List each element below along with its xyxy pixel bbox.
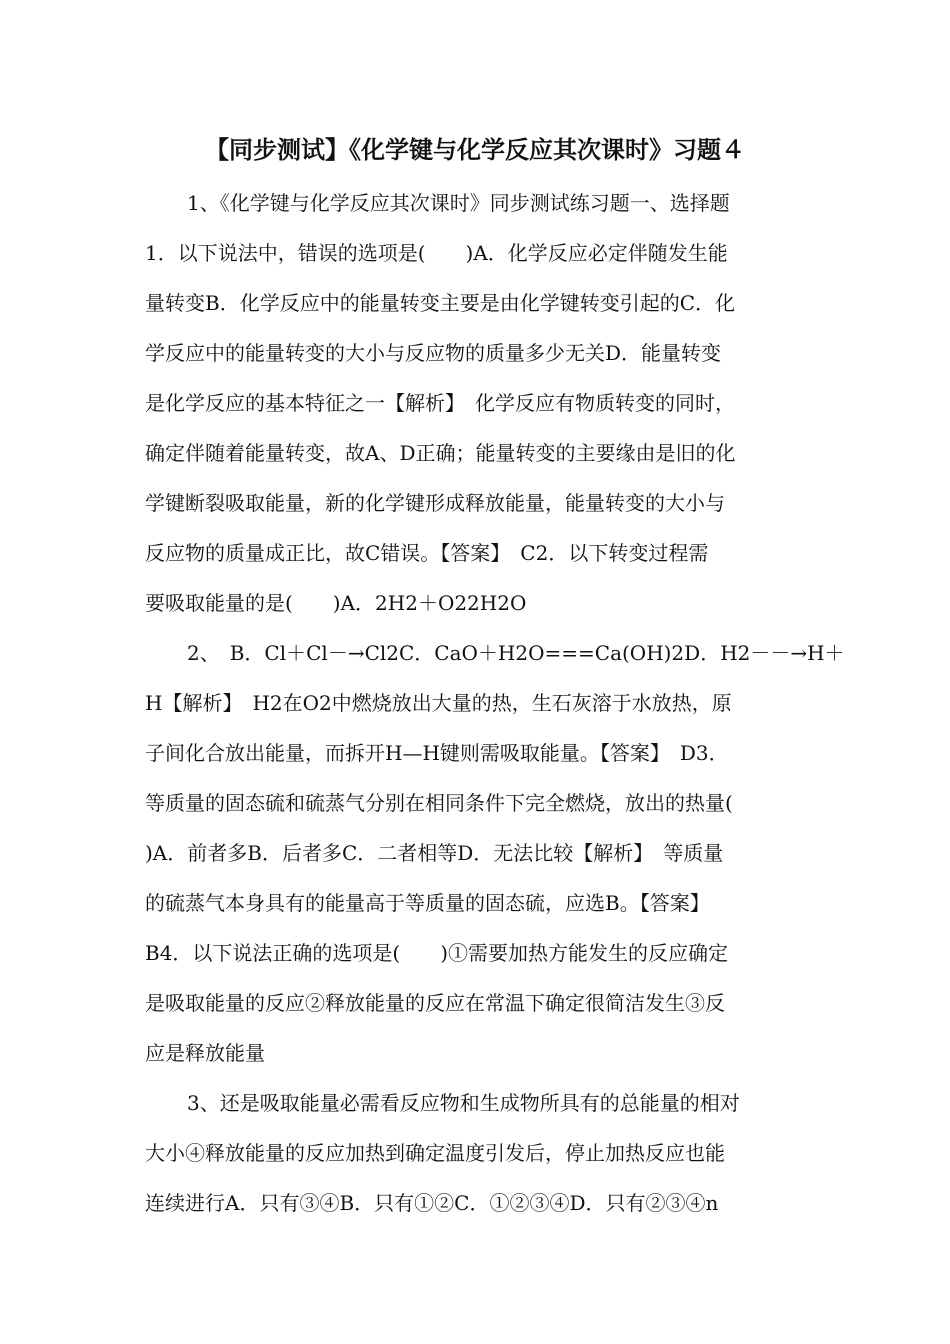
body-line-1: 1、《化学键与化学反应其次课时》同步测试练习题一、选择题 [187, 191, 730, 215]
body-line-17: 是吸取能量的反应②释放能量的反应在常温下确定很简洁发生③反 [145, 991, 725, 1015]
body-line-7: 学键断裂吸取能量，新的化学键形成释放能量，能量转变的大小与 [145, 491, 725, 515]
body-line-11: H【解析】 H2在O2中燃烧放出大量的热，生石灰溶于水放热，原 [145, 691, 732, 715]
body-line-6: 确定伴随着能量转变，故A、D正确；能量转变的主要缘由是旧的化 [145, 441, 736, 465]
body-line-20: 大小④释放能量的反应加热到确定温度引发后，停止加热反应也能 [145, 1141, 725, 1165]
body-line-5: 是化学反应的基本特征之一【解析】 化学反应有物质转变的同时， [145, 391, 735, 415]
body-line-15: 的硫蒸气本身具有的能量高于等质量的固态硫，应选B。【答案】 [145, 891, 710, 915]
body-line-2: 1．以下说法中，错误的选项是( )A．化学反应必定伴随发生能 [145, 241, 728, 265]
body-line-13: 等质量的固态硫和硫蒸气分别在相同条件下完全燃烧，放出的热量( [145, 791, 733, 815]
body-line-9: 要吸取能量的是( )A．2H2＋O22H2O [145, 591, 527, 615]
body-line-8: 反应物的质量成正比，故C错误。【答案】 C2．以下转变过程需 [145, 541, 709, 565]
body-line-18: 应是释放能量 [145, 1041, 265, 1065]
body-line-12: 子间化合放出能量，而拆开H—H键则需吸取能量。【答案】 D3． [145, 741, 729, 765]
body-line-16: B4．以下说法正确的选项是( )①需要加热方能发生的反应确定 [145, 941, 729, 965]
body-line-19: 3、还是吸取能量必需看反应物和生成物所具有的总能量的相对 [187, 1091, 740, 1115]
body-line-4: 学反应中的能量转变的大小与反应物的质量多少无关D．能量转变 [145, 341, 722, 365]
body-line-21: 连续进行A．只有③④B．只有①②C．①②③④D．只有②③④n [145, 1191, 719, 1215]
body-line-14: )A．前者多B．后者多C．二者相等D．无法比较【解析】 等质量 [145, 841, 724, 865]
body-line-3: 量转变B．化学反应中的能量转变主要是由化学键转变引起的C．化 [145, 291, 735, 315]
document-title: 【同步测试】《化学键与化学反应其次课时》习题４ [205, 135, 745, 164]
body-line-10: 2、 B．Cl＋Cl－→Cl2C．CaO＋H2O===Ca(OH)2D．H2－－→H＋ [187, 641, 845, 665]
